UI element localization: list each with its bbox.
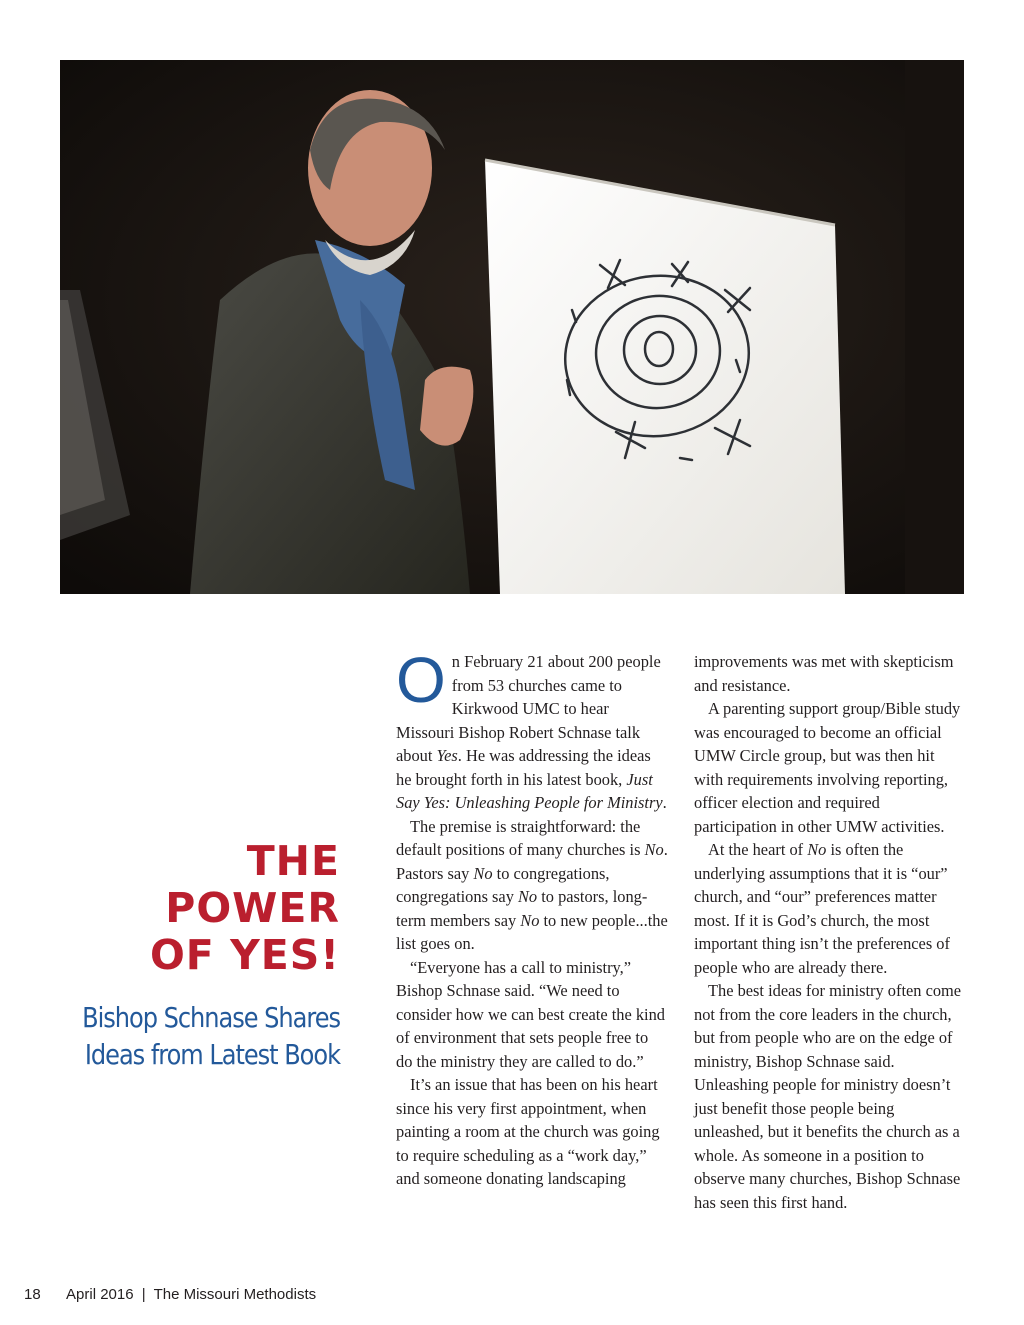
paragraph-3: “Everyone has a call to ministry,” Bishop Schnase said. “We need to consider how we can best create the kind of environment that sets people free to do the ministry they are called to do.” (396, 957, 665, 1071)
article-column-1 (396, 644, 668, 1191)
paragraph-2-text-a: The premise is straightforward: the default positions of many churches is (396, 816, 645, 859)
paragraph-4: It’s an issue that has been on his heart since his very first appointment, when painting a room at the church was going to require scheduling as a “work day,” and someone donating landscaping (396, 1075, 660, 1188)
paragraph-1-end: . (662, 793, 667, 812)
page-footer (24, 1286, 320, 1303)
paragraph-5: A parenting support group/Bible study was encouraged to become an official UMW Circle group, but was then hit with requirements involving reporting, officer election and required participation in other UMW activities. (694, 699, 961, 836)
paragraph-6-text-a: At the heart of (708, 840, 808, 859)
emphasis-yes: Yes (436, 746, 458, 765)
paragraph-7: The best ideas for ministry often come not from the core leaders in the church, but from people who are on the edge of ministry, Bishop Schnase said. Unleashing people for ministry doesn’t just benefit those people being unleashed, but it benefits the church as a whole. As someone in a position to observe many churches, Bishop Schnase has seen this first hand. (694, 981, 962, 1212)
paragraph-6-text-b: is often the underlying assumptions that it is “our” church, and “our” preferences matter most. If it is God’s church, the most important thing isn’t the preferences of people who are already there. (694, 840, 950, 977)
headline (150, 838, 340, 979)
issue-date: April 2016 (66, 1286, 134, 1303)
publication-name: The Missouri Methodists (153, 1286, 317, 1303)
headline-line-3: OF YES! (149, 931, 340, 979)
footer-separator: | (141, 1286, 146, 1303)
paragraph-2-text-e: to new people...the list goes on. (396, 910, 668, 953)
emphasis-no: No (644, 840, 664, 859)
paragraph-2-text-d: to pastors, long-term members say (396, 887, 648, 930)
emphasis-no: No (520, 910, 540, 930)
paragraph-1 (396, 644, 668, 815)
paragraph-4-continued: improvements was met with skepticism and resistance. (694, 652, 954, 695)
paragraph-2-text-c: to congregations, congregations say (396, 863, 610, 906)
subtitle: Bishop Schnase Shares Ideas from Latest Book (82, 1001, 340, 1071)
book-title: Just Say Yes: Unleashing People for Ministry (396, 769, 663, 812)
page-number: 18 (24, 1286, 41, 1303)
emphasis-no: No (473, 863, 493, 883)
paragraph-2 (396, 815, 668, 956)
emphasis-no: No (807, 840, 827, 859)
drop-cap: O (396, 644, 446, 716)
article-photo (60, 60, 964, 594)
headline-line-1: THE (246, 837, 340, 885)
paragraph-1-text-2: . He was addressing the ideas he brought forth in his latest book, (396, 746, 651, 789)
headline-line-2: POWER (165, 884, 340, 932)
paragraph-1-text: n February 21 about 200 people from 53 churches came to Kirkwood UMC to hear Missouri Bishop Robert Schnase talk about (396, 652, 661, 765)
paragraph-6 (694, 838, 966, 979)
emphasis-no: No (518, 887, 538, 906)
article-column-2 (694, 650, 966, 1214)
paragraph-2-text-b: . Pastors say (396, 840, 668, 883)
